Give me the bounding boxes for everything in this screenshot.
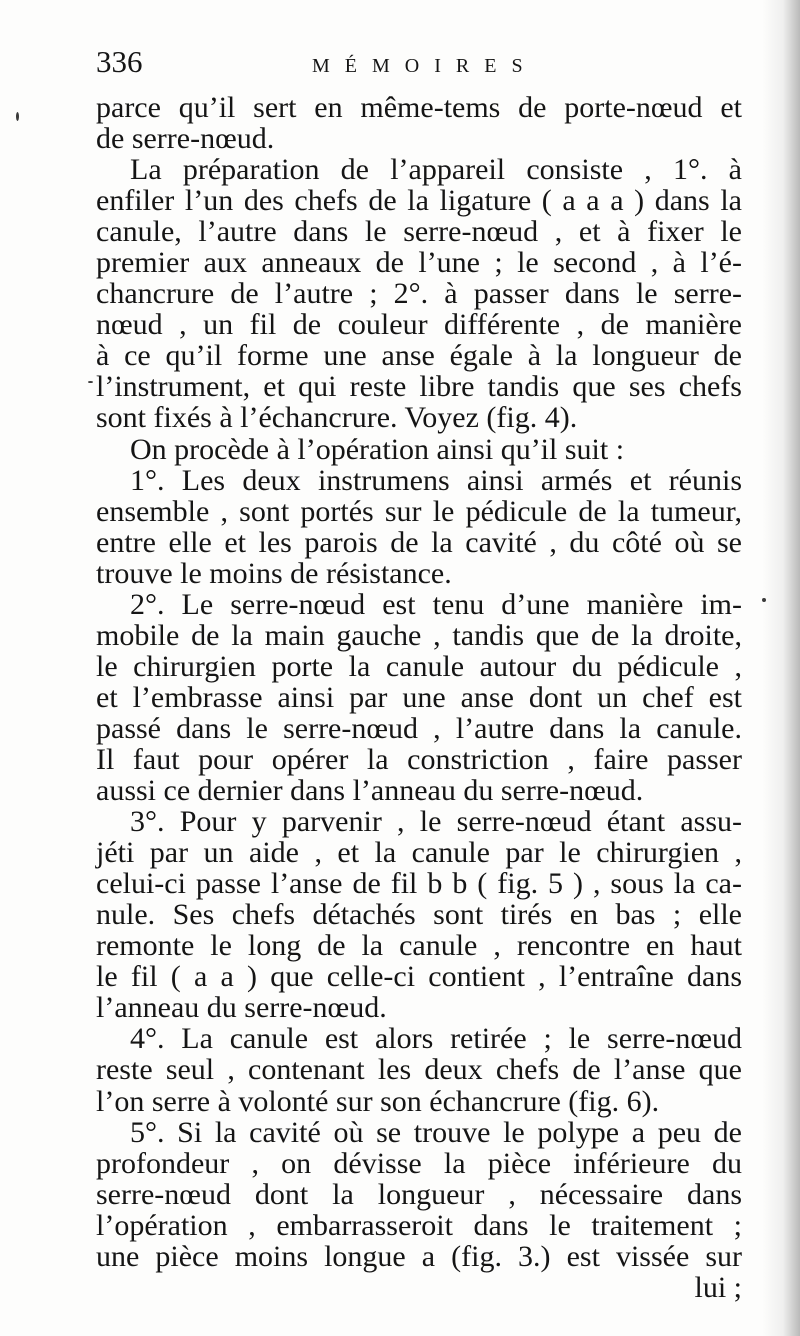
text-line: entre elle et les parois de la cavité , du côté où se (96, 525, 742, 559)
margin-speck (762, 598, 766, 602)
page-header (96, 40, 736, 84)
margin-speck (16, 112, 19, 121)
text-line: La préparation de l’appareil consiste , 1°. à (130, 153, 742, 187)
text-line: chancrure de l’autre ; 2°. à passer dans le serre- (96, 277, 742, 311)
text-line: une pièce moins longue a (fig. 3.) est vissée sur (96, 1239, 742, 1273)
text-line: reste seul , contenant les deux chefs de l’anse que (96, 1053, 742, 1087)
running-title: MÉMOIRES (312, 55, 538, 77)
text-line: aussi ce dernier dans l’anneau du serre-nœud. (96, 774, 644, 808)
text-line: ensemble , sont portés sur le pédicule de la tumeur, (96, 494, 742, 528)
text-line: l’on serre à volonté sur son échancrure (fig. 6). (96, 1084, 660, 1118)
text-line: nule. Ses chefs détachés sont tirés en bas ; elle (96, 898, 742, 932)
text-line: premier aux anneaux de l’une ; le second , à l’é- (96, 246, 742, 280)
text-line: jéti par un aide , et la canule par le chirurgien , (96, 836, 742, 870)
text-line: celui-ci passe l’anse de fil b b ( fig. 5 ) , sous la ca- (96, 867, 742, 901)
text-line: Il faut pour opérer la constriction , faire passer (96, 742, 742, 776)
text-line: trouve le moins de résistance. (96, 556, 452, 590)
body-text (96, 92, 742, 1303)
text-line: nœud , un fil de couleur différente , de manière (96, 308, 742, 342)
text-line: enfiler l’un des chefs de la ligature ( a a a ) dans la (96, 184, 742, 218)
text-line: profondeur , on dévisse la pièce inférieure du (96, 1146, 742, 1180)
text-line: le chirurgien porte la canule autour du pédicule , (96, 649, 742, 683)
text-line: l’opération , embarrasseroit dans le traitement ; (96, 1208, 742, 1242)
page-number: 336 (96, 44, 143, 79)
margin-speck (88, 381, 93, 383)
text-line: remonte le long de la canule , rencontre en haut (96, 929, 742, 963)
text-line: parce qu’il sert en même-tems de porte-nœud et (96, 91, 742, 124)
text-line: 2°. Le serre-nœud est tenu d’une manière im- (130, 587, 742, 621)
text-line: l’anneau du serre-nœud. (96, 991, 387, 1025)
text-line: 4°. La canule est alors retirée ; le serre-nœud (130, 1022, 742, 1056)
text-line: 3°. Pour y parvenir , le serre-nœud étant assu- (130, 805, 742, 839)
text-line: canule, l’autre dans le serre-nœud , et à fixer le (96, 215, 742, 249)
text-line: passé dans le serre-nœud , l’autre dans la canule. (96, 711, 742, 745)
text-line: le fil ( a a ) que celle-ci contient , l’entraîne dans (96, 960, 742, 994)
text-line: et l’embrasse ainsi par une anse dont un chef est (96, 680, 742, 714)
text-line: serre-nœud dont la longueur , nécessaire dans (96, 1177, 742, 1211)
text-line: l’instrument, et qui reste libre tandis que ses chefs (96, 370, 742, 404)
text-line: sont fixés à l’échancrure. Voyez (fig. 4). (96, 401, 578, 435)
page-edge-shadow (762, 0, 800, 1336)
text-line: 5°. Si la cavité où se trouve le polype a peu de (130, 1115, 742, 1149)
text-line: lui ; (694, 1270, 742, 1304)
text-line: à ce qu’il forme une anse égale à la longueur de (96, 339, 742, 373)
text-line: 1°. Les deux instrumens ainsi armés et réunis (130, 463, 742, 497)
text-line: mobile de la main gauche , tandis que de la droite, (96, 618, 742, 652)
text-line: de serre-nœud. (96, 122, 275, 156)
text-line: On procède à l’opération ainsi qu’il suit : (130, 432, 625, 466)
